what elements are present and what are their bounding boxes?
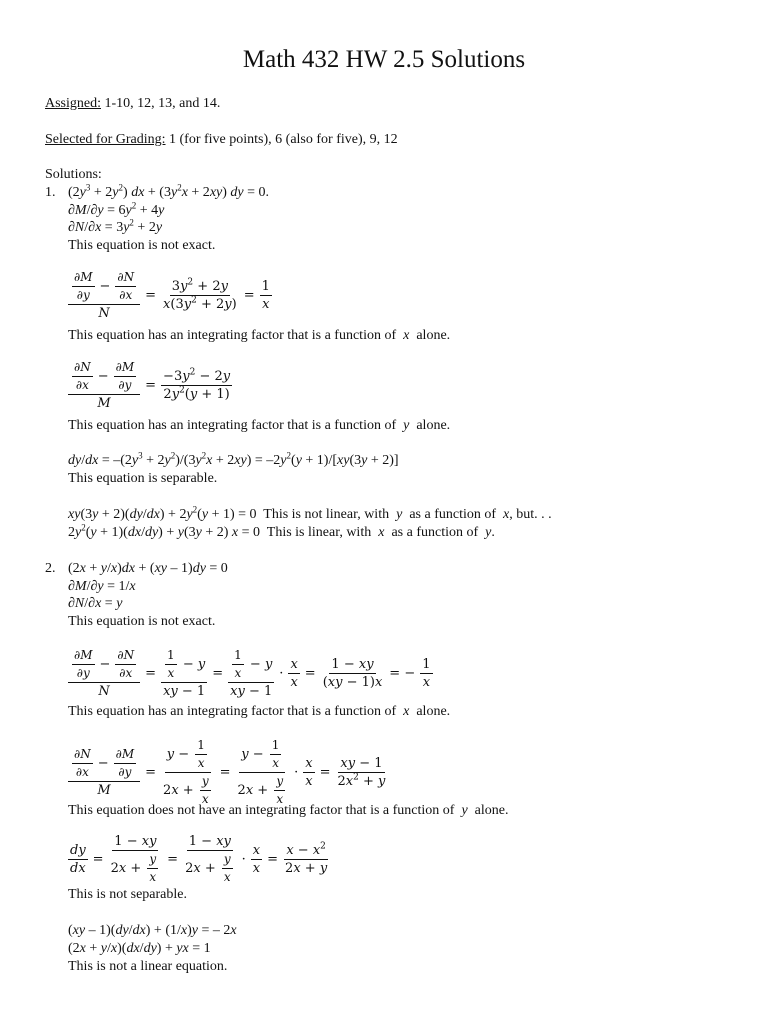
- page-title: Math 432 HW 2.5 Solutions: [242, 46, 526, 73]
- linear-note-2: as a function of: [409, 507, 497, 522]
- problem-1-fraction-x: $\frac{\partial M}{\partial y}$ − $\frac{\partial N}{\partial x}$ N = $\frac{3y^2 + 2y}{x(3y^2 + 2y)}$ = $\frac{1}{x}$: [66, 270, 274, 321]
- problem-1-linear-y: $xy(3y + 2)(dy/dx) + 2y^2(y + 1) = 0$ This is not linear, with y as a function of x, but. . .: [68, 504, 552, 522]
- grading-line: [45, 132, 398, 148]
- problem-1-equation: $(2y^3 + 2y^2)$ dx + $(3y^2x + 2xy)$ dy = 0.: [68, 182, 270, 200]
- linear-note-1: This is not linear, with: [263, 507, 390, 522]
- problem-1-dN-dx: $\partial N/\partial x = 3y^2 + 2y$: [68, 217, 163, 235]
- problem-2-not-exact: This equation is not exact.: [68, 614, 216, 629]
- assigned-line: [45, 96, 220, 112]
- problem-1-not-exact: This equation is not exact.: [68, 238, 216, 253]
- problem-1-linear-x: $2y^2(y + 1)(dx/dy) + y(3y + 2) x = 0$ This is linear, with x as a function of y.: [68, 522, 495, 540]
- problem-1-separable: This equation is separable.: [68, 471, 218, 486]
- if-text: This equation has an integrating factor that is a function of: [68, 418, 397, 433]
- problem-2-no-if-y: This equation does not have an integrating factor that is a function of y alone.: [68, 803, 509, 818]
- problem-1-dydx: $dy/dx = -(2y^3 + 2y^2)/(3y^2x + 2xy) = -2y^2(y + 1)/[xy(3y + 2)]$: [68, 450, 399, 468]
- if-text: This equation has an integrating factor that is a function of: [68, 328, 397, 343]
- problem-2-equation: (2x + y/x)dx + (xy – 1)dy = 0: [68, 561, 228, 576]
- alone-text: alone.: [416, 704, 451, 719]
- problem-2-fraction-x: $\frac{\partial M}{\partial y}$ − $\frac{\partial N}{\partial x}$ N = $\frac{1}{x}$ − y xy − 1 = $\frac{1}{x}$ − y xy − 1 · $\frac{x}{x}$ = $\frac{1 - xy}{(xy - 1)x}$ = − $\frac{1}{x}$: [66, 648, 435, 699]
- no-if-text: This equation does not have an integrating factor that is a function of: [68, 803, 455, 818]
- problem-2-linear-attempt-1: (xy – 1)(dy/dx) + (1/x)y = – 2x: [68, 923, 237, 938]
- linear-note-3: This is linear, with: [266, 525, 372, 540]
- grading-text: 1 (for five points), 6 (also for five), 9, 12: [165, 132, 398, 147]
- but-text: , but. . .: [509, 507, 552, 522]
- problem-2-number: 2.: [45, 561, 56, 576]
- problem-1-if-y: This equation has an integrating factor that is a function of y alone.: [68, 418, 451, 433]
- assigned-label: Assigned:: [45, 96, 101, 111]
- problem-2-dM-dy: ∂M/∂y = 1/x: [68, 579, 136, 594]
- problem-2-fraction-y: $\frac{\partial N}{\partial x}$ − $\frac{\partial M}{\partial y}$ M = y − $\frac{1}{x}$ 2x + $\frac{y}{x}$ = y − $\frac{1}{x}$ 2x + $\frac{y}{x}$ · $\frac{x}{x}$ = $\frac{xy - 1}{2x^2 + y}$: [66, 738, 389, 807]
- problem-2-dN-dx: ∂N/∂x = y: [68, 596, 123, 611]
- problem-1-dM-dy: $\partial M/\partial y = 6y^2 + 4y$: [68, 200, 165, 218]
- solutions-label: Solutions:: [45, 167, 102, 182]
- problem-2-linear-attempt-2: (2x + y/x)(dx/dy) + yx = 1: [68, 941, 211, 956]
- grading-label: Selected for Grading:: [45, 132, 166, 147]
- alone-text: alone.: [416, 418, 451, 433]
- problem-1-if-x: This equation has an integrating factor that is a function of x alone.: [68, 328, 451, 343]
- problem-1-number: 1.: [45, 185, 56, 200]
- alone-text: alone.: [416, 328, 451, 343]
- alone-text: alone.: [474, 803, 509, 818]
- problem-2-if-x: This equation has an integrating factor that is a function of x alone.: [68, 704, 451, 719]
- linear-note-2b: as a function of: [391, 525, 479, 540]
- assigned-text: 1-10, 12, 13, and 14.: [101, 96, 221, 111]
- problem-2-not-separable: This is not separable.: [68, 887, 187, 902]
- problem-2-not-linear: This is not a linear equation.: [68, 959, 228, 974]
- if-text: This equation has an integrating factor that is a function of: [68, 704, 397, 719]
- problem-1-fraction-y: $\frac{\partial N}{\partial x}$ − $\frac{\partial M}{\partial y}$ M = $\frac{-3y^2 - 2y}{2y^2(y + 1)}$: [66, 360, 234, 411]
- problem-2-dydx-fraction: $\frac{dy}{dx}$ = 1 − xy 2x + $\frac{y}{x}$ = 1 − xy 2x + $\frac{y}{x}$ · $\frac{x}{x}$ = $\frac{x - x^2}{2x + y}$: [70, 834, 328, 884]
